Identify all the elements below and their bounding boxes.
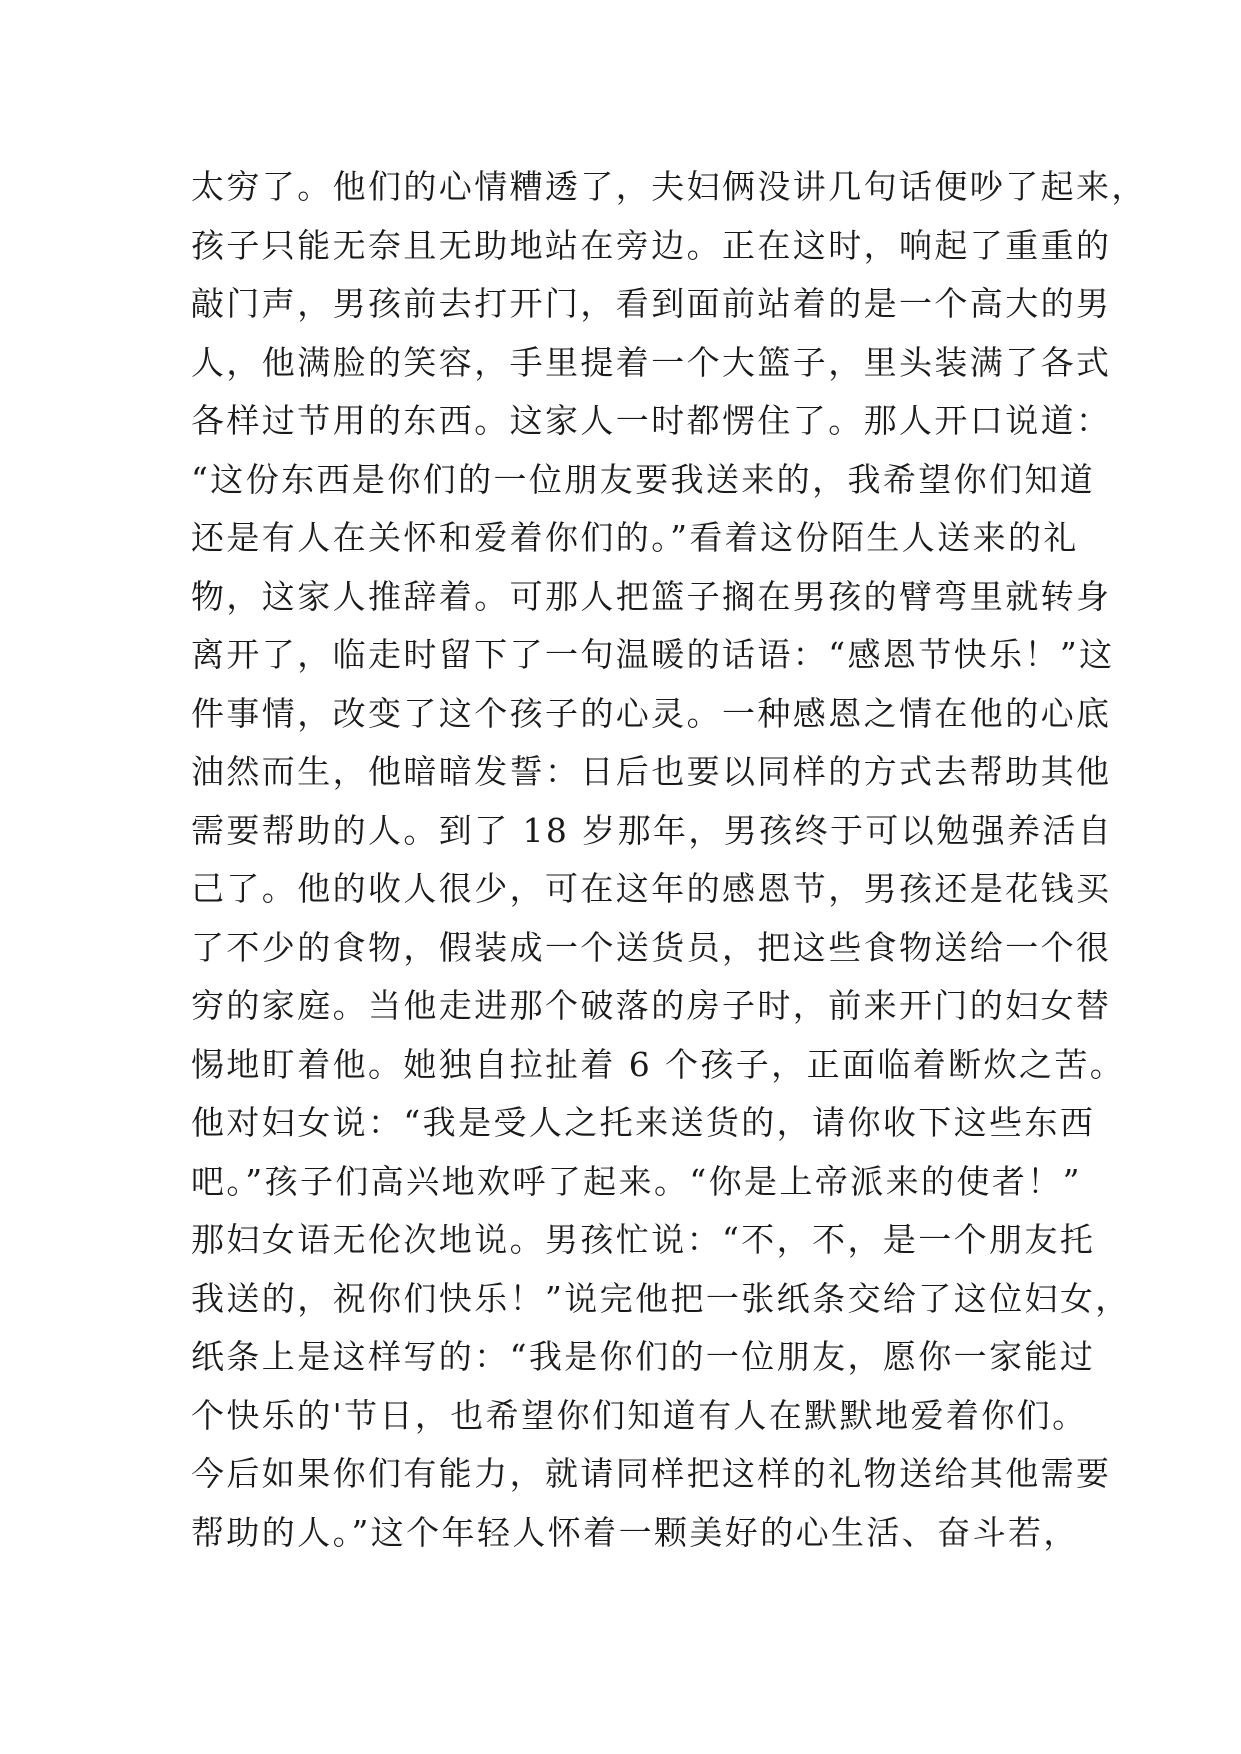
text-line: 人，他满脸的笑容，手里提着一个大篮子，里头装满了各式	[191, 342, 1112, 382]
text-line: 个快乐的'节日，也希望你们知道有人在默默地爱着你们。	[191, 1395, 1088, 1435]
text-line: 油然而生，他暗暗发誓：日后也要以同样的方式去帮助其他	[191, 752, 1112, 791]
text-line: 他对妇女说：“我是受人之托来送货的，请你收下这些东西	[191, 1103, 1096, 1142]
text-line: 我送的，祝你们快乐！”说完他把一张纸条交给了这位妇女，	[191, 1278, 1131, 1318]
text-line: 吧。”孩子们高兴地欢呼了起来。“你是上帝派来的使者！”	[191, 1161, 1082, 1201]
text-line: 离开了，临走时留下了一句温暖的话语：“感恩节快乐！”这	[191, 635, 1115, 674]
text-line: 那妇女语无伦次地说。男孩忙说：“不，不，是一个朋友托	[191, 1220, 1096, 1259]
text-line: 纸条上是这样写的：“我是你们的一位朋友，愿你一家能过	[191, 1337, 1096, 1376]
text-line: 孩子只能无奈且无助地站在旁边。正在这时，响起了重重的	[191, 225, 1112, 265]
text-line: 件事情，改变了这个孩子的心灵。一种感恩之情在他的心底	[191, 693, 1112, 733]
text-line: 各样过节用的东西。这家人一时都愣住了。那人开口说道：	[191, 401, 1112, 440]
text-line: 惕地盯着他。她独自拉扯着 6 个孩子，正面临着断炊之苦。	[191, 1044, 1126, 1084]
text-line: 己了。他的收人很少，可在这年的感恩节，男孩还是花钱买	[191, 869, 1112, 908]
text-line: 了不少的食物，假装成一个送货员，把这些食物送给一个很	[191, 927, 1112, 967]
text-line: “这份东西是你们的一位朋友要我送来的，我希望你们知道	[191, 459, 1096, 499]
body-text	[191, 158, 1147, 1562]
text-line: 还是有人在关怀和爱着你们的。”看着这份陌生人送来的礼	[191, 518, 1079, 557]
text-line: 太穷了。他们的心情糟透了，夫妇俩没讲几句话便吵了起来，	[191, 167, 1147, 206]
text-line: 需要帮助的人。到了 18 岁那年，男孩终于可以勉强养活自	[191, 810, 1114, 850]
text-line: 今后如果你们有能力，就请同样把这样的礼物送给其他需要	[191, 1454, 1112, 1493]
text-line: 敲门声，男孩前去打开门，看到面前站着的是一个高大的男	[191, 284, 1112, 323]
text-line: 帮助的人。”这个年轻人怀着一颗美好的心生活、奋斗若，	[191, 1512, 1079, 1552]
text-line: 物，这家人推辞着。可那人把篮子搁在男孩的臂弯里就转身	[191, 576, 1112, 616]
text-line: 穷的家庭。当他走进那个破落的房子时，前来开门的妇女替	[191, 986, 1112, 1025]
